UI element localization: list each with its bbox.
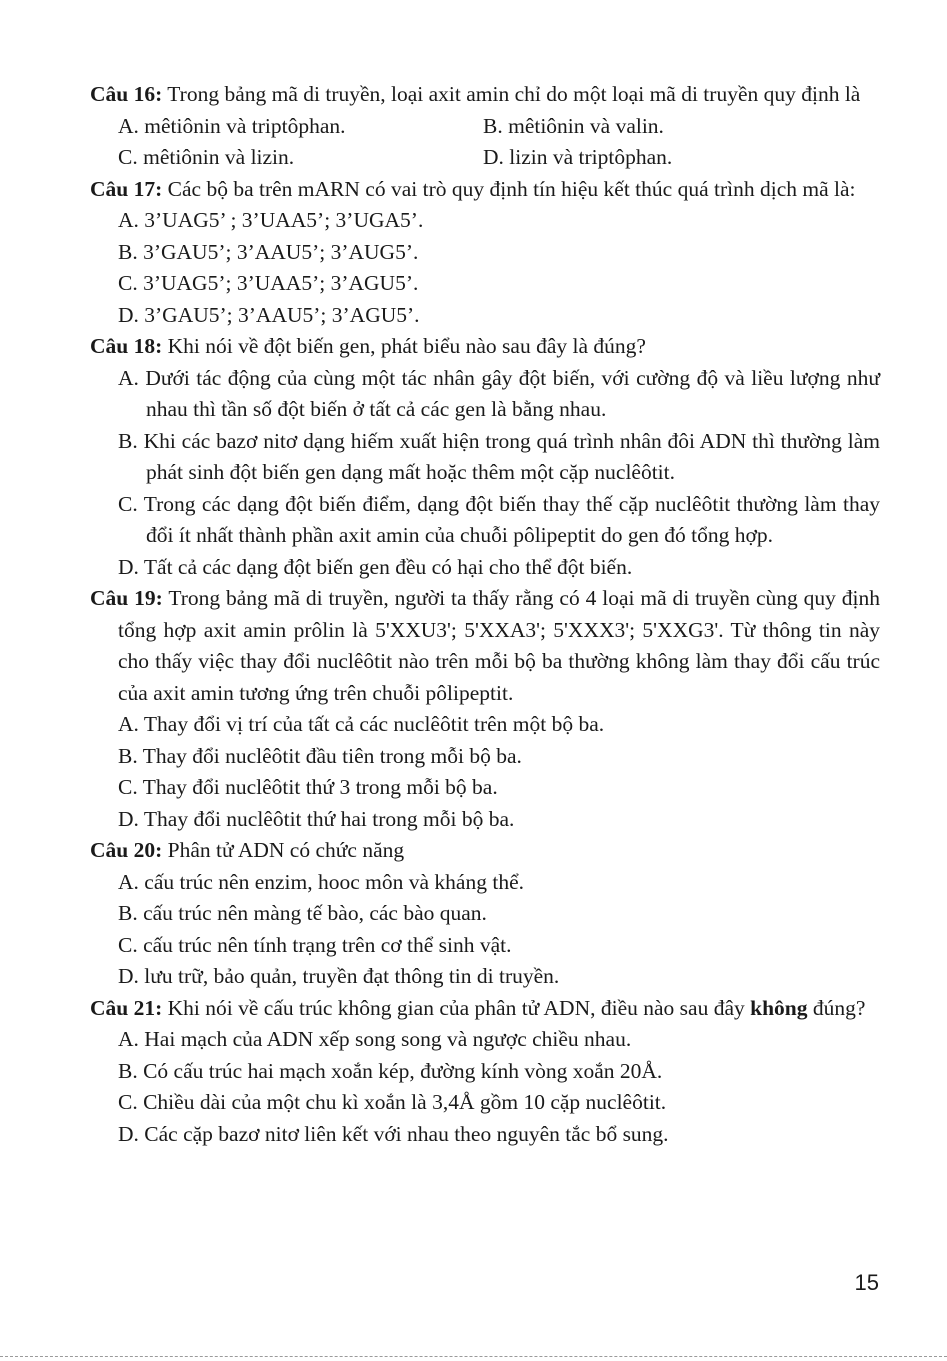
question-17	[90, 174, 880, 332]
question-stem: Trong bảng mã di truyền, người ta thấy rằng có 4 loại mã di truyền cùng quy định tổng hợp axit amin prôlin là 5'XXU3'; 5'XXA3'; 5'XXX3'; 5'XXG3'. Từ thông tin này cho thấy việc thay đổi nuclêôtit nào trên mỗi bộ ba thường không làm thay đổi cấu trúc của axit amin tương ứng trên chuỗi pôlipeptit.	[118, 586, 880, 705]
question-label: Câu 16:	[90, 82, 163, 106]
option-b: B. Thay đổi nuclêôtit đầu tiên trong mỗi bộ ba.	[118, 743, 522, 768]
question-label: Câu 17:	[90, 176, 163, 201]
page-number: 15	[854, 1270, 879, 1295]
option-b: B. mêtiônin và valin.	[483, 113, 664, 138]
question-16	[90, 79, 880, 174]
option-d: D. Thay đổi nuclêôtit thứ hai trong mỗi bộ ba.	[118, 806, 515, 831]
option-row	[90, 111, 880, 143]
option-a: A. mêtiônin và triptôphan.	[118, 113, 346, 138]
question-label: Câu 19:	[90, 586, 163, 610]
option-b: B. cấu trúc nên màng tế bào, các bào quan.	[118, 901, 487, 925]
question-stem-emphasis: không	[750, 995, 808, 1020]
option-row	[90, 142, 880, 174]
option-d: D. 3’GAU5’; 3’AAU5’; 3’AGU5’.	[118, 302, 420, 327]
question-stem: Phân tử ADN có chức năng	[167, 838, 405, 862]
option-d: D. Các cặp bazơ nitơ liên kết với nhau theo nguyên tắc bổ sung.	[118, 1121, 669, 1146]
option-a: A. Dưới tác động của cùng một tác nhân gây đột biến, với cường độ và liều lượng như nhau thì tần số đột biến ở tất cả các gen là bằng nhau.	[118, 365, 880, 421]
question-label: Câu 18:	[90, 334, 163, 358]
option-c: C. cấu trúc nên tính trạng trên cơ thể sinh vật.	[118, 932, 512, 957]
question-stem: Khi nói về đột biến gen, phát biểu nào sau đây là đúng?	[167, 334, 646, 358]
question-stem: Trong bảng mã di truyền, loại axit amin chỉ do một loại mã di truyền quy định là	[167, 82, 861, 106]
option-c: C. mêtiônin và lizin.	[118, 145, 295, 169]
question-stem: Các bộ ba trên mARN có vai trò quy định tín hiệu kết thúc quá trình dịch mã là:	[167, 176, 856, 201]
option-b: B. Khi các bazơ nitơ dạng hiếm xuất hiện trong quá trình nhân đôi ADN thì thường làm phát sinh đột biến gen dạng mất hoặc thêm một cặp nuclêôtit.	[118, 428, 880, 484]
option-c: C. 3’UAG5’; 3’UAA5’; 3’AGU5’.	[118, 271, 419, 295]
question-20	[90, 835, 880, 993]
option-b: B. 3’GAU5’; 3’AAU5’; 3’AUG5’.	[118, 239, 419, 264]
question-list	[90, 79, 880, 1150]
option-b: B. Có cấu trúc hai mạch xoắn kép, đường kính vòng xoắn 20Å.	[118, 1058, 663, 1083]
option-a: A. Thay đổi vị trí của tất cả các nuclêôtit trên một bộ ba.	[118, 712, 605, 736]
option-a: A. 3’UAG5’ ; 3’UAA5’; 3’UGA5’.	[118, 208, 424, 232]
option-a: A. Hai mạch của ADN xếp song song và ngược chiều nhau.	[118, 1027, 632, 1051]
option-c: C. Trong các dạng đột biến điểm, dạng đột biến thay thế cặp nuclêôtit thường làm thay đổi ít nhất thành phần axit amin của chuỗi pôlipeptit do gen đó tổng hợp.	[118, 491, 880, 547]
question-18	[90, 331, 880, 583]
bottom-divider	[0, 1356, 947, 1357]
question-label: Câu 20:	[90, 838, 163, 862]
question-stem-end: đúng?	[812, 995, 866, 1020]
option-d: D. lưu trữ, bảo quản, truyền đạt thông tin di truyền.	[118, 964, 560, 988]
option-c: C. Chiều dài của một chu kì xoắn là 3,4Å gồm 10 cặp nuclêôtit.	[118, 1090, 667, 1114]
option-d: D. lizin và triptôphan.	[483, 145, 673, 169]
option-c: C. Thay đổi nuclêôtit thứ 3 trong mỗi bộ ba.	[118, 775, 498, 799]
option-d: D. Tất cả các dạng đột biến gen đều có hại cho thể đột biến.	[118, 554, 633, 579]
question-19	[90, 583, 880, 835]
question-stem: Khi nói về cấu trúc không gian của phân tử ADN, điều nào sau đây	[167, 995, 745, 1020]
option-a: A. cấu trúc nên enzim, hooc môn và kháng thể.	[118, 869, 524, 894]
question-21	[90, 993, 880, 1151]
question-label: Câu 21:	[90, 995, 163, 1020]
